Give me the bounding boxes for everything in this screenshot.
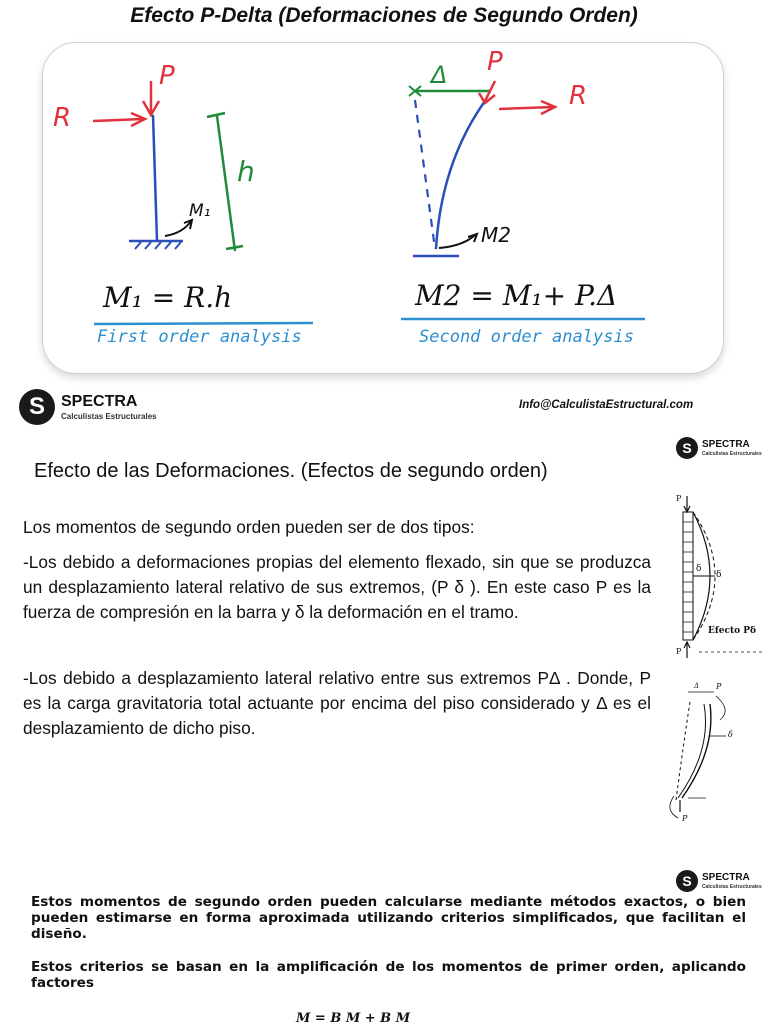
spectra-s-icon: S [676,870,698,892]
logo-name: SPECTRA [702,438,750,450]
logo-subtitle: Calculistas Estructurales [702,883,762,890]
label-load-p-right: P [487,47,503,77]
fig1-label-p-bottom: P [676,647,682,656]
original-column-dashed [415,100,435,249]
whiteboard-sketch [43,43,723,373]
logo-name: SPECTRA [61,392,138,410]
load-r-arrow [93,119,143,121]
slide2-title: Efecto de las Deformaciones. (Efectos de segundo orden) [34,460,548,482]
fig2-label-p-bottom: P [682,814,688,823]
contact-email: Info@CalculistaEstructural.com [519,399,694,411]
spectra-logo-slide3 [676,870,762,892]
fig1-label-delta-small: δ [696,564,702,574]
label-moment-m2: M2 [481,223,511,247]
logo-subtitle: Calculistas Estructurales [61,411,157,421]
label-delta-right: Δ [431,61,448,89]
formula-first-order: M₁ = R.h [103,281,233,314]
fig2-label-delta: δ [728,730,733,739]
spectra-s-icon: S [676,437,698,459]
paragraph-p-delta-large: -Los debido a desplazamiento lateral relativo entre sus extremos PΔ . Donde, P es la carga gravitatoria total actuante por encima del piso considerado y Δ es el desplazamiento de dicho piso. [23,668,651,738]
fig2-label-delta-big: Δ [694,682,700,690]
label-height: h [237,155,255,188]
paragraph-p-delta-small: -Los debido a deformaciones propias del elemento flexado, sin que se produzca un desplazamiento lateral relativo de sus extremos, (P δ ). En este caso P es la fuerza de compresión en la barra y δ la deformación en el tramo. [23,552,651,622]
caption-underline [94,323,313,324]
caption-second-order: Second order analysis [419,327,634,347]
moment-arrow-m1 [165,221,191,236]
paragraph-intro: Los momentos de segundo orden pueden ser de dos tipos: [23,517,475,537]
load-r-arrow-right [499,107,553,109]
spectra-logo-slide1 [19,389,157,425]
spectra-logo-slide2 [676,437,762,459]
p-delta-whiteboard-figure [42,42,724,374]
logo-name: SPECTRA [702,871,750,883]
deformed-column [436,101,485,249]
spectra-s-icon: S [19,389,55,425]
figure-p-delta-small-drawing [665,492,765,667]
figure-p-delta-large-drawing [660,680,740,825]
caption-first-order: First order analysis [97,327,302,347]
fig1-label-p-top: P [676,494,682,503]
moment-amplification-equation: M = B M + B M [296,1011,411,1026]
fig1-label-delta: δ [716,570,722,580]
height-dimension [217,116,235,251]
paragraph-methods: Estos momentos de segundo orden pueden calcularse mediante métodos exactos, o bien pueden estimarse en forma aproximada utilizando criterios simplificados, que facilitan el diseño. [31,894,746,942]
fig2-label-p-top: P [716,682,722,691]
formula-second-order: M2 = M₁+ P.Δ [415,279,618,312]
fig1-caption: Efecto Pδ [708,626,757,636]
figure-p-delta-large [660,680,740,825]
logo-subtitle: Calculistas Estructurales [702,450,762,457]
label-load-r-left: R [53,103,72,133]
figure-p-delta-small [665,492,765,667]
label-load-p-left: P [159,61,175,91]
label-moment-m1: M₁ [189,201,211,221]
label-load-r-right: R [569,81,588,111]
column-line [153,115,157,241]
paragraph-criteria: Estos criterios se basan en la amplificación de los momentos de primer orden, aplicando factores [31,959,746,991]
slide1-title: Efecto P-Delta (Deformaciones de Segundo Orden) [130,4,638,27]
